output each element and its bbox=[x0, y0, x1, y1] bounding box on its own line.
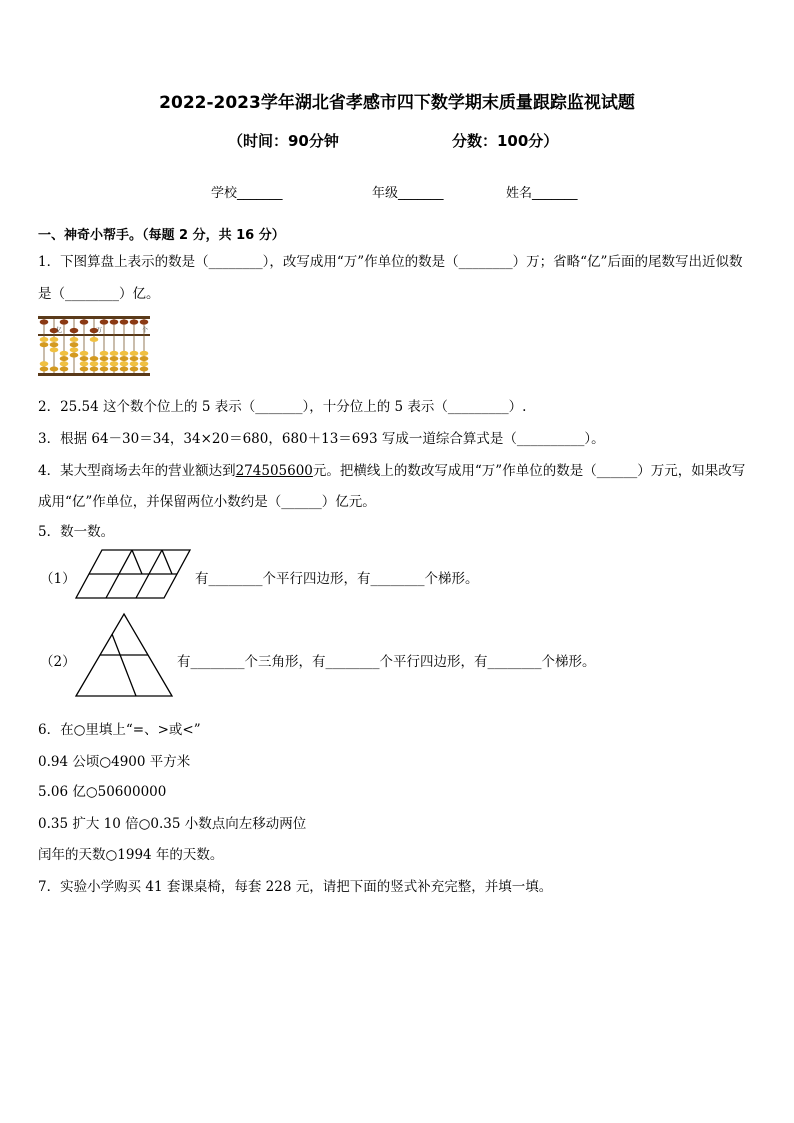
abacus-lower-bead bbox=[60, 356, 69, 361]
abacus-lower-bead bbox=[100, 356, 109, 361]
q5-part2-label: （2） bbox=[40, 654, 76, 670]
abacus-lower-bead bbox=[120, 351, 129, 356]
abacus-lower-bead bbox=[140, 361, 149, 366]
abacus-upper-bead bbox=[110, 319, 119, 324]
q6-item-3: 0.35 扩大 10 倍○0.35 小数点向左移动两位 bbox=[38, 816, 307, 832]
abacus-label-yi: 亿 bbox=[56, 327, 63, 334]
abacus-lower-bead bbox=[110, 351, 119, 356]
abacus-upper-bead bbox=[60, 319, 69, 324]
abacus-lower-bead bbox=[130, 351, 139, 356]
abacus-lower-bead bbox=[40, 337, 49, 342]
abacus-lower-bead bbox=[50, 342, 59, 347]
abacus-label-ge: 个 bbox=[142, 327, 149, 334]
q6-item-4: 闰年的天数○1994 年的天数。 bbox=[38, 847, 224, 863]
abacus-lower-bead bbox=[110, 356, 119, 361]
q7-text: 7．实验小学购买 41 套课桌椅，每套 228 元，请把下面的竖式补充完整，并填一填。 bbox=[38, 879, 553, 895]
school-field[interactable]: 学校_______ bbox=[211, 186, 283, 201]
abacus-lower-bead bbox=[90, 367, 99, 372]
abacus-upper-bead bbox=[80, 319, 89, 324]
q5-part1-label: （1） bbox=[40, 571, 76, 587]
abacus-upper-bead bbox=[130, 319, 139, 324]
parallelogram-figure bbox=[74, 546, 194, 602]
abacus-lower-bead bbox=[80, 361, 89, 366]
name-field[interactable]: 姓名_______ bbox=[506, 186, 578, 201]
exam-score: 分数：100分） bbox=[452, 132, 559, 150]
abacus-image bbox=[38, 316, 150, 376]
abacus-lower-bead bbox=[60, 361, 69, 366]
abacus-lower-bead bbox=[70, 342, 79, 347]
q6-item-2: 5.06 亿○50600000 bbox=[38, 784, 167, 800]
q6-item-1: 0.94 公顷○4900 平方米 bbox=[38, 754, 191, 770]
abacus-lower-bead bbox=[50, 337, 59, 342]
abacus-lower-bead bbox=[90, 356, 99, 361]
abacus-upper-bead bbox=[120, 319, 129, 324]
abacus-lower-bead bbox=[70, 353, 79, 358]
abacus-lower-bead bbox=[110, 361, 119, 366]
q6-heading: 6．在○里填上“=、>或<” bbox=[38, 722, 201, 738]
triangle-figure bbox=[72, 612, 176, 698]
abacus-lower-bead bbox=[50, 347, 59, 352]
abacus-lower-bead bbox=[120, 361, 129, 366]
abacus-lower-bead bbox=[110, 367, 119, 372]
q1-line1: 1．下图算盘上表示的数是（________），改写成用“万”作单位的数是（________）万；省略“亿”后面的尾数写出近似数 bbox=[38, 254, 743, 270]
q5-part2-text: 有________个三角形，有________个平行四边形，有________个梯形。 bbox=[177, 654, 596, 670]
abacus-lower-bead bbox=[100, 361, 109, 366]
abacus-lower-bead bbox=[140, 367, 149, 372]
abacus-lower-bead bbox=[100, 367, 109, 372]
section-heading: 一、神奇小帮手。（每题 2 分，共 16 分） bbox=[38, 228, 285, 243]
q4-line1 bbox=[38, 459, 745, 479]
abacus-lower-bead bbox=[40, 367, 49, 372]
abacus-lower-bead bbox=[80, 356, 89, 361]
abacus-lower-bead bbox=[60, 367, 69, 372]
grade-field[interactable]: 年级_______ bbox=[372, 186, 444, 201]
abacus-lower-bead bbox=[40, 342, 49, 347]
abacus-lower-bead bbox=[130, 367, 139, 372]
abacus-lower-bead bbox=[60, 351, 69, 356]
q4-underlined-number: 274505600 bbox=[235, 463, 313, 479]
abacus-lower-bead bbox=[100, 351, 109, 356]
page-title: 2022-2023学年湖北省孝感市四下数学期末质量跟踪监视试题 bbox=[159, 93, 635, 113]
abacus-upper-bead bbox=[140, 319, 149, 324]
q4-line1-b: 元。把横线上的数改写成用“万”作单位的数是（______）万元，如果改写 bbox=[312, 463, 746, 479]
abacus-lower-bead bbox=[70, 347, 79, 352]
abacus-lower-bead bbox=[90, 337, 99, 342]
q4-line1-a: 4．某大型商场去年的营业额达到 bbox=[38, 463, 236, 479]
q3-text: 3．根据 64－30＝34，34×20＝680，680＋13＝693 写成一道综合算式是（__________）。 bbox=[38, 431, 605, 447]
abacus-lower-bead bbox=[40, 361, 49, 366]
abacus-lower-bead bbox=[50, 367, 59, 372]
q1-line2: 是（________）亿。 bbox=[38, 286, 160, 302]
abacus-upper-bead bbox=[100, 319, 109, 324]
q2-text: 2．25.54 这个数个位上的 5 表示（_______），十分位上的 5 表示（_________）. bbox=[38, 399, 527, 415]
abacus-lower-bead bbox=[140, 351, 149, 356]
q5-heading: 5．数一数。 bbox=[38, 524, 115, 540]
abacus-lower-bead bbox=[130, 361, 139, 366]
abacus-label-wan: 万 bbox=[96, 327, 103, 334]
abacus-lower-bead bbox=[90, 361, 99, 366]
abacus-lower-bead bbox=[120, 367, 129, 372]
abacus-lower-bead bbox=[140, 356, 149, 361]
abacus-lower-bead bbox=[120, 356, 129, 361]
abacus-lower-bead bbox=[80, 351, 89, 356]
exam-time: （时间：90分钟 bbox=[228, 132, 339, 150]
abacus-lower-bead bbox=[130, 356, 139, 361]
abacus-lower-bead bbox=[80, 367, 89, 372]
abacus-upper-bead bbox=[70, 328, 79, 333]
q4-line2: 成用“亿”作单位，并保留两位小数约是（______）亿元。 bbox=[38, 494, 376, 510]
abacus-upper-bead bbox=[40, 319, 49, 324]
q5-part1-text: 有________个平行四边形，有________个梯形。 bbox=[195, 571, 479, 587]
abacus-lower-bead bbox=[70, 337, 79, 342]
